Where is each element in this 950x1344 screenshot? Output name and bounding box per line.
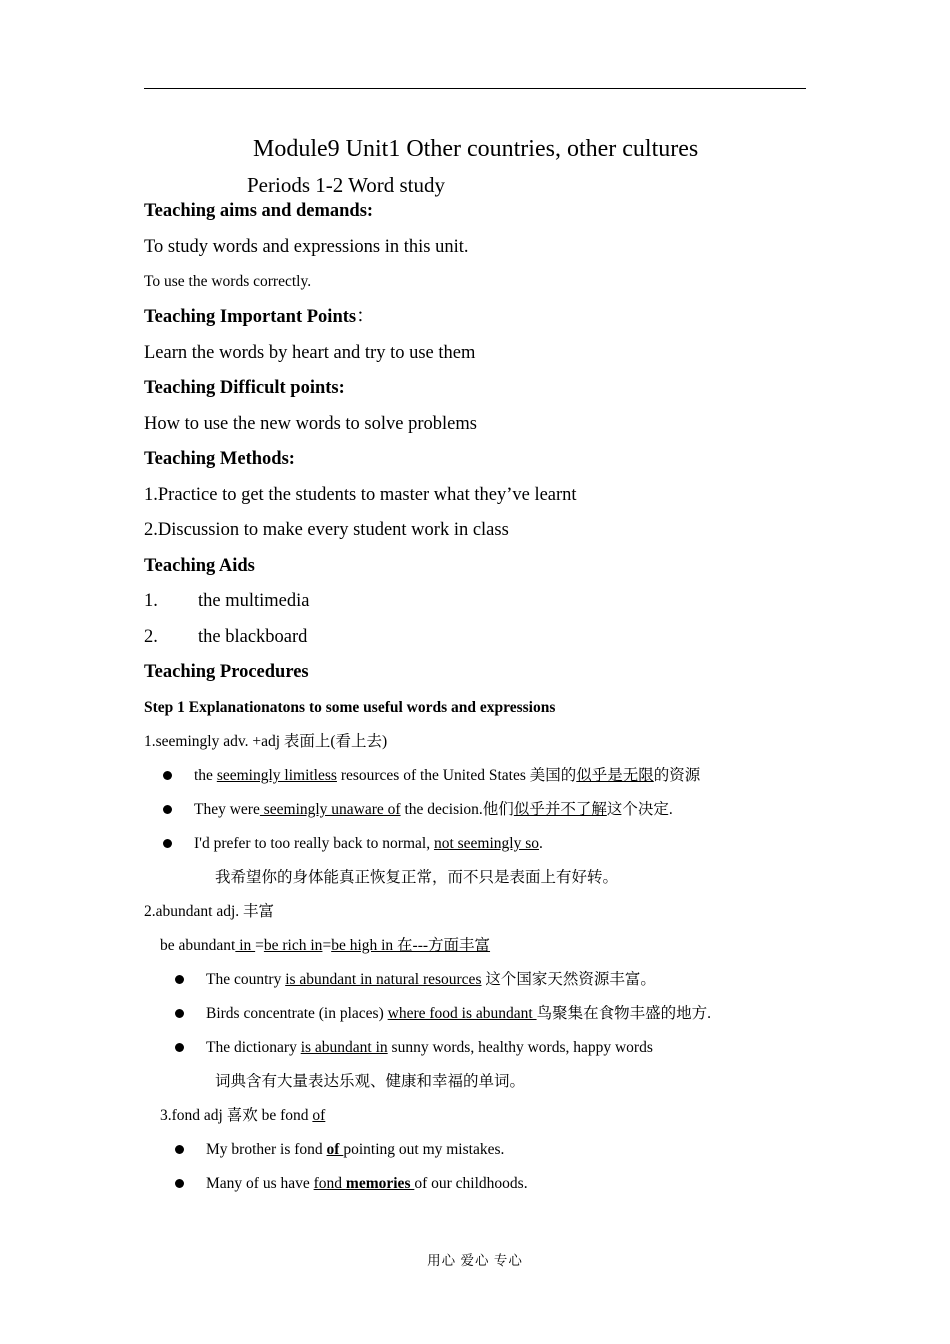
bullet-icon (163, 839, 172, 848)
methods-line-2: 2.Discussion to make every student work in class (144, 520, 509, 540)
word-phrase: be abundant in =be rich in=be high in 在---方面丰富 (160, 937, 491, 954)
methods-line-1: 1.Practice to get the students to master what they’ve learnt (144, 485, 577, 505)
aids-heading: Teaching Aids (144, 556, 255, 576)
example-sentence: I'd prefer to too really back to normal, not seemingly so. (194, 835, 543, 852)
procedures-heading: Teaching Procedures (144, 662, 309, 682)
header-rule (144, 88, 806, 89)
aims-line-2: To use the words correctly. (144, 273, 312, 290)
example-sentence: The dictionary is abundant in sunny words, healthy words, happy words (206, 1039, 653, 1056)
aims-heading: Teaching aims and demands: (144, 201, 374, 221)
important-text: Learn the words by heart and try to use them (144, 343, 476, 363)
aids-item: 1. the multimedia (144, 591, 310, 611)
word-fond-head: 3.fond adj 喜欢 be fond of (160, 1107, 326, 1124)
chinese-translation: 词典含有大量表达乐观、健康和幸福的单词。 (215, 1073, 526, 1090)
bullet-icon (175, 1179, 184, 1188)
chinese-translation: 我希望你的身体能真正恢复正常，而不只是表面上有好转。 (215, 869, 619, 886)
bullet-icon (175, 1145, 184, 1154)
page-title: Module9 Unit1 Other countries, other cultures (253, 136, 699, 162)
page-subtitle: Periods 1-2 Word study (247, 173, 446, 197)
example-sentence: My brother is fond of pointing out my mistakes. (206, 1141, 505, 1158)
example-sentence: Many of us have fond memories of our childhoods. (206, 1175, 528, 1192)
bullet-icon (175, 1009, 184, 1018)
bullet-icon (163, 805, 172, 814)
important-heading: Teaching Important Points： (144, 307, 375, 327)
aims-line-1: To study words and expressions in this unit. (144, 237, 469, 257)
difficult-text: How to use the new words to solve problems (144, 414, 477, 434)
page-footer: 用心 爱心 专心 (427, 1253, 523, 1268)
step-1-heading: Step 1 Explanationatons to some useful words and expressions (144, 699, 556, 716)
example-sentence: the seemingly limitless resources of the United States 美国的似乎是无限的资源 (194, 767, 701, 784)
methods-heading: Teaching Methods: (144, 449, 295, 469)
example-sentence: They were seemingly unaware of the decision.他们似乎并不了解这个决定. (194, 801, 673, 818)
example-sentence: The country is abundant in natural resources 这个国家天然资源丰富。 (206, 971, 656, 988)
aids-item: 2. the blackboard (144, 627, 308, 647)
word-seemingly-head: 1.seemingly adv. +adj 表面上(看上去) (144, 733, 388, 750)
word-abundant-head: 2.abundant adj. 丰富 (144, 903, 275, 920)
bullet-icon (175, 975, 184, 984)
bullet-icon (175, 1043, 184, 1052)
difficult-heading: Teaching Difficult points: (144, 378, 345, 398)
bullet-icon (163, 771, 172, 780)
example-sentence: Birds concentrate (in places) where food is abundant 鸟聚集在食物丰盛的地方. (206, 1005, 711, 1022)
